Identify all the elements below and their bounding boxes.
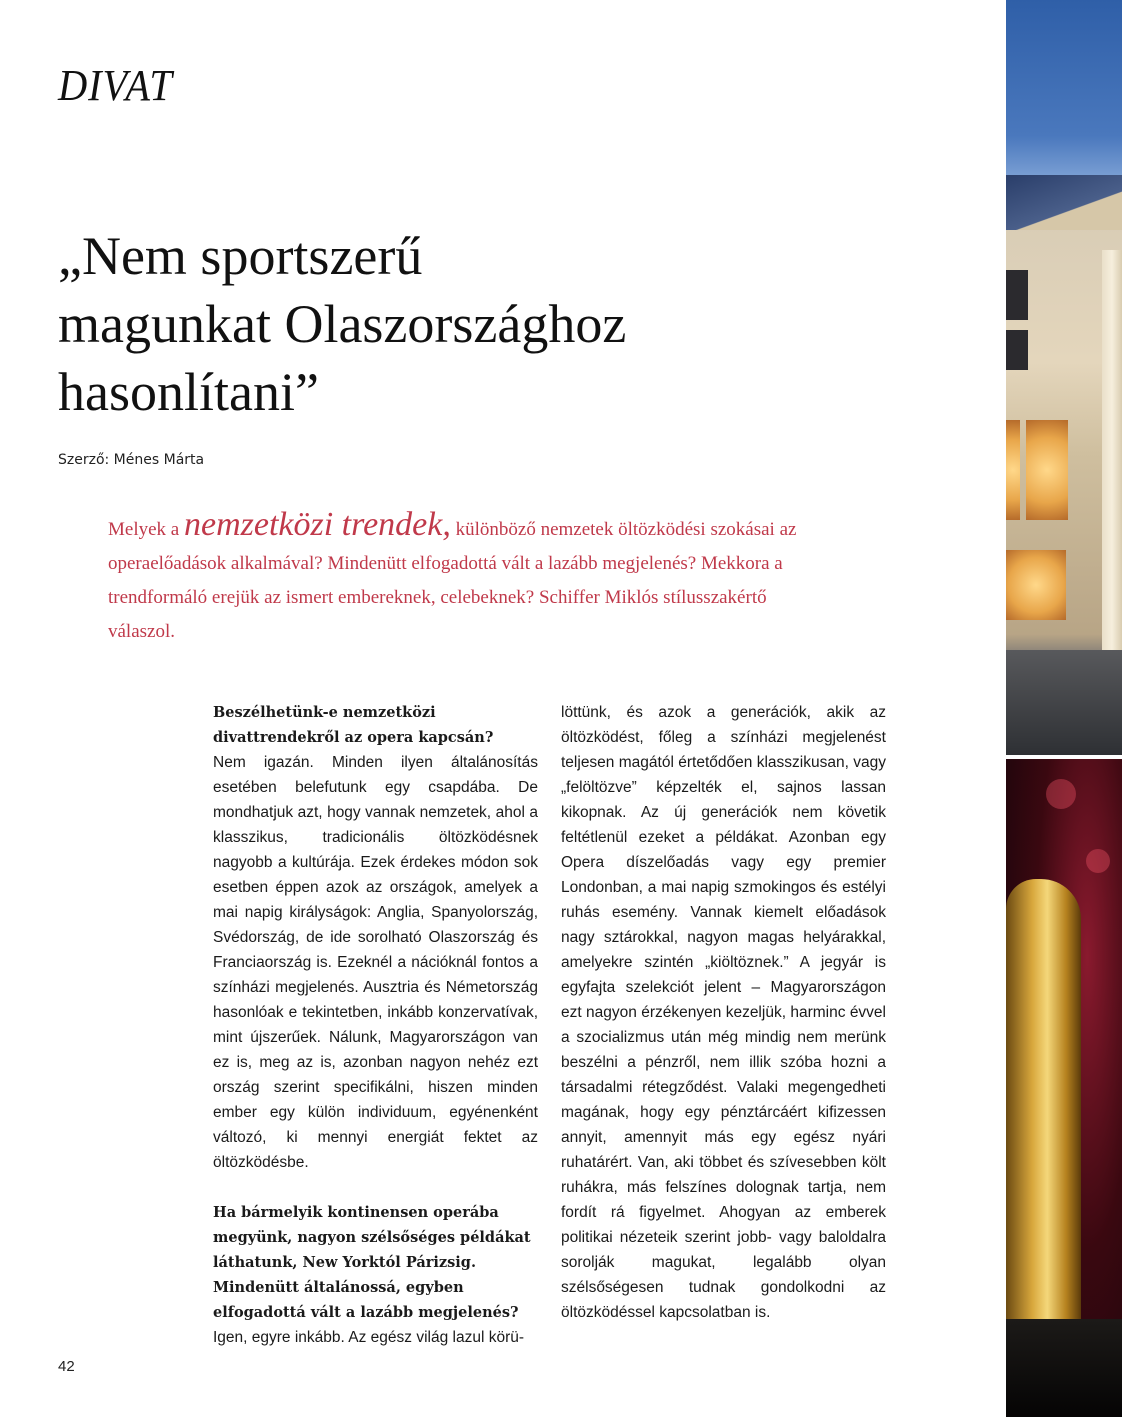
headline-line: hasonlítani”: [58, 362, 319, 422]
bokeh-light: [1086, 849, 1110, 873]
lit-entrance: [1006, 550, 1066, 620]
opera-house-photo: [1006, 0, 1122, 755]
facade-column: [1102, 250, 1122, 650]
byline: Szerző: Ménes Márta: [58, 452, 205, 468]
interview-question: Ha bármelyik kontinensen operába megyünk, nagyon szélsőséges példákat láthatunk, New Yorktól Párizsig. Mindenütt általánossá, egyben elfogadottá vált a lazább megjelenés?: [213, 1204, 531, 1321]
paragraph-gap: [213, 1175, 538, 1200]
lead-emphasis: nemzetközi trendek,: [183, 506, 451, 543]
interview-answer-continued: löttünk, és azok a generációk, akik az öltözködést, főleg a színházi megjelenést teljesen magától értetődően klasszikusan, vagy „felöltözve” képzelték el, sajnos lassan kikopnak. Az új generációk nem követik feltétlenül ezeket a példákat. Azonban egy Opera díszelőadás vagy egy premier Londonban, a mai napig szmokingos és estélyi ruhás esemény. Vannak kiemelt előadások nagy sztárokkal, nagyon magas helyárakkal, amelyekre szintén „kiöltöznek.” A jegyár is egyfajta szelekciót jelent – Magyarországon ezt nagyon érzékenyen kezeljük, harminc évvel a szocializmus után még mindig nem merünk beszélni a pénzről, nem illik szóba hozni a társadalmi rétegződést. Valaki megengedheti magának, hogy egy pénztárcáért kifizessen annyit, amennyit más egy egész nyári ruhatárért. Van, aki többet és szívesebben költ ruhákra, más felszínes dolognak tartja, nem fordít rá figyelmet. Ahogyan az emberek politikai nézeteik szerint jobb- vagy baloldalra sorolják magukat, legalább olyan szélsőségesen tudnak gondolkodni az öltözködéssel kapcsolatban is.: [561, 704, 886, 1321]
section-label: DIVAT: [58, 61, 173, 110]
bokeh-light: [1046, 779, 1076, 809]
page-title: [58, 222, 958, 426]
lead-prefix: Melyek a: [108, 519, 184, 540]
lead-body: különböző nemzetek öltözködési szokásai az operaelőadások alkalmával? Mindenütt elfogadottá vált a lazább megjelenés? Mekkora a trendformáló erejük az ismert embereknek, celebeknek? Schiffer Miklós stílusszakértő válaszol.: [108, 519, 797, 642]
interview-answer: Igen, egyre inkább. Az egész világ lazul körü-: [213, 1329, 525, 1346]
interview-answer: Nem igazán. Minden ilyen általánosítás esetében belefutunk egy csapdába. De mondhatjuk azt, hogy vannak nemzetek, ahol a klasszikus, tradicionális öltözködésnek nagyobb a kultúrája. Ezek érdekes módon sok esetben éppen azok az országok, amelyek a mai napig királyságok: Anglia, Spanyolország, Svédország, de ide sorolható Olaszország és Franciaország is. Ezeknél a nációknál fontos a színházi megjelenés. Ausztria és Németország hasonlóak e tekintetben, inkább konzervatívak, mint újszerűek. Nálunk, Magyarországon van ez is, meg az is, azonban nagyon nehéz ezt ország szerint specifikálni, hiszen minden ember egy külön individuum, egyénenként változó, ki mennyi energiát fektet az öltözködésbe.: [213, 754, 538, 1171]
lit-window: [1026, 420, 1068, 520]
interview-question: Beszélhetünk-e nemzetközi divattrendekről az opera kapcsán?: [213, 704, 494, 746]
article-column-left: [213, 700, 538, 1350]
lit-window: [1006, 420, 1020, 520]
statuette-photo: [1006, 759, 1122, 1417]
article-column-right: [561, 700, 886, 1325]
facade-window: [1006, 330, 1028, 370]
street: [1006, 650, 1122, 755]
roof-shape: [1006, 175, 1122, 230]
headline-line: magunkat Olaszországhoz: [58, 294, 627, 354]
facade-window: [1006, 270, 1028, 320]
page-number: 42: [58, 1358, 75, 1375]
lead-paragraph: [108, 508, 808, 649]
statuette-base: [1006, 1319, 1122, 1417]
headline-line: „Nem sportszerű: [58, 226, 423, 286]
